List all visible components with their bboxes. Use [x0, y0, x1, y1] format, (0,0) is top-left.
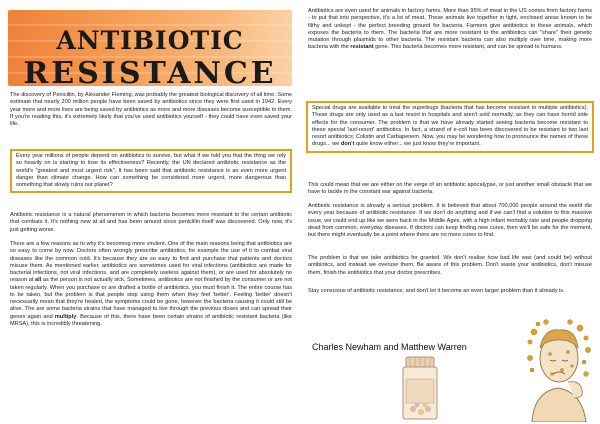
- title-banner: [8, 10, 292, 91]
- highlight-box-right: [306, 101, 594, 153]
- paragraph-factory-farms: Antibiotics are even used for animals in factory farms. More than 95% of meat in the US comes from factory farms - to put that into perspective, it's a lot of meat. These animals live together in tight, enclosed areas known to be filthy and unkept - the perfect breeding ground for bacteria. Farmers give antibiotics to these animals, which exposes the bacteria to them. The bacteria that are more resistant to the antibiotics can "share" their genetic mutation through plasmids to other bacteria. The resistant bacteria can also multiply over time, making more bacteria with the resistant gene. This bacteria becomes more resistant, and can be spread to humans.: [308, 8, 592, 51]
- paragraph-serious-problem: Antibiotic resistance is already a serious problem. It is believed that about 700,000 people around the world die every year because of antibiotic resistance. If we don't do anything and if we can't find a solution to this massive issue, we could end up like we were back in the Middle Ages, with a high infant mortality rate and people dropping dead from common, everyday diseases. If doctors can keep finding new cures, then we'll be safe for the moment, but there might eventually be a point where there are no more cures to find.: [308, 203, 592, 238]
- intro-paragraph: The discovery of Penicillin, by Alexander Fleming, was probably the greatest biological discovery of all time. Some estimate that nearly 200 million people have been saved by antibiotics since they were first used in 1942. Every year more and more lives are being saved by antibiotics as more and more diseases become susceptible to them. If you're reading this, it's extremely likely that you've used antibiotics yourself - they could have even saved your life.: [10, 92, 292, 127]
- sick-person-icon: [522, 318, 596, 422]
- pill-bottle-icon: [396, 355, 444, 421]
- highlight-text-right: Special drugs are available to treat the superbugs (bacteria that has become resistant to multiple antibiotics). These drugs are only used as a last resort in hospitals and aren't sold normally, as they can have horrid side effects for the consumer. The problem is that we have already started seeing bacteria become resistant to these special 'last-resort' antibiotics. In fact, a strand of e-coli has been discovered to be resistant to two last resort antibiotics; Colistin and Carbapenem. Now, you may be wondering how to pronounce the names of these drugs... we don't quite know either... we just know they're important.: [312, 105, 588, 148]
- paragraph-conclusion: Stay conscious of antibiotic resistance, and don't let it become an even larger problem than it already is.: [308, 288, 565, 294]
- title-line-1: ANTIBIOTIC: [56, 26, 244, 55]
- paragraph-reasons: There are a few reasons as to why it's becoming more virulent. One of the main reasons being that antibiotics are so easy to come by now. Doctors often wrongly prescribe antibiotics, for example the use of it to combat viral diseases like the common cold. It's because they are so easy to find and purchase that patients and doctors misuse them. As mentioned earlier, antibiotics are sometimes used for viral infections (antibiotics are made for bacterial infections, not viral infections, and are completely useless against them), or are used for absolutely no reason at all as the person is not actually sick. Sometimes, antibiotics are not finished by the consumer or are not taken regularly. When you purchase or are drafted a bottle of antibiotics, you must finish it. The entire course has to be taken, but the problem is that people stop using them when they feel 'better'. Feeling 'better' doesn't necessarily mean that they're healed, the symptoms could be gone, however the bacteria causing it could still be alive. The are some bacteria strains that have managed to live through the previous doses and can spread their genes again and multiply. Because of this, there have been certain strains of antibiotic resistant bacteria (like MRSA), this is incredibly threatening.: [10, 241, 292, 327]
- highlight-text-left: Every year millions of people depend on antibiotics to survive, but what if we told you that the thing we rely so heavily on is starting to lose its effectiveness? Recently, the UN declared antibiotic resistance as the world's "greatest and most urgent risk". It has been said that antibiotic resistance is an even more urgent danger than climate change. How can something be considered more urgent, more dangerous than something that slowly ruins our planet?: [16, 153, 286, 188]
- title-line-2: RESISTANCE: [23, 56, 277, 91]
- paragraph-natural-phenomenon: Antibiotic resistance is a natural phenomenon in which bacteria becomes more resistant to the certain antibiotic that combats it. It's nothing new at all and has been around since penicillin itself was discovered. Only now, it's just getting worse.: [10, 212, 292, 233]
- paragraph-apocalypse: This could mean that we are either on the verge of an antibiotic apocalypse, or just another small obstacle that we have to tackle in the constant war against bacteria.: [308, 182, 592, 196]
- highlight-box-left: [10, 149, 292, 193]
- paragraph-granted: The problem is that we take antibiotics for granted. We don't realise how bad life was (and could be) without antibiotics, and instead we overuse them. Be aware of this problem. Don't waste your antibiotics, don't misuse them, finish the antibiotics that your doctor prescribes.: [308, 255, 592, 276]
- authors-byline: Charles Newham and Matthew Warren: [312, 342, 467, 352]
- right-column: [300, 0, 600, 424]
